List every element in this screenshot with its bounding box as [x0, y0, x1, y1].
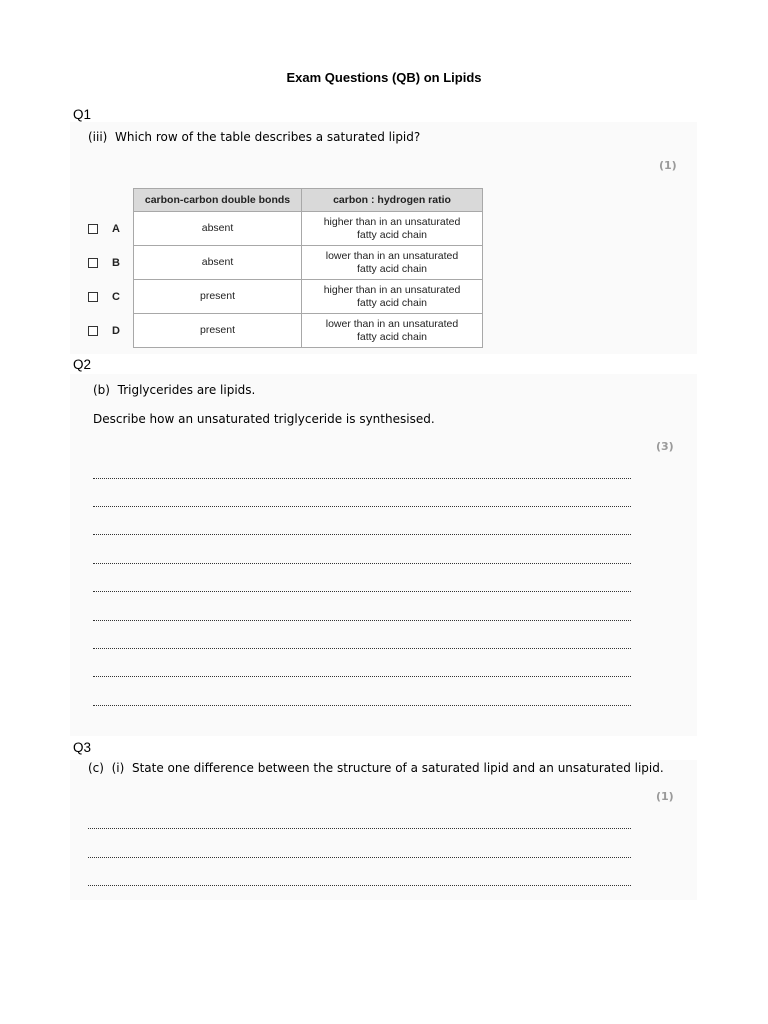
q1-answer-table: [133, 188, 483, 348]
q2-answer-line[interactable]: [93, 705, 631, 706]
table-cell-ratio: [302, 246, 483, 280]
q2-answer-line[interactable]: [93, 563, 631, 564]
table-row: [134, 280, 483, 314]
option-c-checkbox[interactable]: [88, 292, 98, 302]
q3-answer-line[interactable]: [88, 885, 631, 886]
q2-answer-line[interactable]: [93, 676, 631, 677]
table-row: [134, 212, 483, 246]
table-header-ratio: carbon : hydrogen ratio: [302, 189, 483, 212]
option-a[interactable]: [88, 222, 120, 236]
q2-answer-line[interactable]: [93, 478, 631, 479]
q3-panel: [70, 760, 697, 900]
table-header-row: [134, 189, 483, 212]
ratio-line: higher than in an unsaturated: [323, 215, 461, 228]
page-title: Exam Questions (QB) on Lipids: [286, 70, 482, 85]
q3-subpart-number: (i): [111, 761, 125, 775]
table-cell-bonds: present: [134, 280, 302, 314]
ratio-line: higher than in an unsaturated: [323, 283, 461, 296]
ratio-line: fatty acid chain: [356, 296, 428, 309]
table-cell-bonds: absent: [134, 212, 302, 246]
q2-statement: [93, 383, 255, 397]
q3-marks: (1): [656, 790, 674, 803]
q2-question: Describe how an unsaturated triglyceride is synthesised.: [93, 412, 435, 426]
q1-label: Q1: [73, 107, 92, 122]
q1-question: [88, 130, 420, 144]
q3-question: [88, 761, 664, 775]
q2-statement-text: Triglycerides are lipids.: [117, 383, 256, 397]
option-d-checkbox[interactable]: [88, 326, 98, 336]
q2-answer-line[interactable]: [93, 534, 631, 535]
option-b-checkbox[interactable]: [88, 258, 98, 268]
option-d-letter: D: [112, 325, 120, 337]
table-cell-ratio: [302, 314, 483, 348]
ratio-line: lower than in an unsaturated: [325, 317, 459, 330]
table-cell-bonds: absent: [134, 246, 302, 280]
q3-answer-line[interactable]: [88, 828, 631, 829]
option-d[interactable]: [88, 324, 120, 338]
q1-part-number: (iii): [88, 130, 108, 144]
option-b-letter: B: [112, 257, 120, 269]
q1-marks: (1): [659, 159, 677, 172]
q1-question-text: Which row of the table describes a saturated lipid?: [115, 130, 421, 144]
table-cell-bonds: present: [134, 314, 302, 348]
table-row: [134, 246, 483, 280]
q2-answer-line[interactable]: [93, 620, 631, 621]
q3-label: Q3: [73, 740, 92, 755]
table-header-bonds: carbon-carbon double bonds: [134, 189, 302, 212]
q2-answer-line[interactable]: [93, 591, 631, 592]
q2-part-number: (b): [93, 383, 110, 397]
ratio-line: fatty acid chain: [356, 262, 428, 275]
q2-answer-line[interactable]: [93, 648, 631, 649]
q3-answer-line[interactable]: [88, 857, 631, 858]
table-cell-ratio: [302, 280, 483, 314]
q3-part-number: (c): [88, 761, 104, 775]
option-c-letter: C: [112, 291, 120, 303]
ratio-line: fatty acid chain: [356, 330, 428, 343]
table-row: [134, 314, 483, 348]
ratio-line: lower than in an unsaturated: [325, 249, 459, 262]
q2-label: Q2: [73, 357, 92, 372]
q2-marks: (3): [656, 440, 674, 453]
option-b[interactable]: [88, 256, 120, 270]
q2-answer-line[interactable]: [93, 506, 631, 507]
option-a-checkbox[interactable]: [88, 224, 98, 234]
ratio-line: fatty acid chain: [356, 228, 428, 241]
q3-question-text: State one difference between the structure of a saturated lipid and an unsaturated lipid.: [131, 761, 664, 775]
option-c[interactable]: [88, 290, 120, 304]
q2-panel: [70, 374, 697, 736]
option-a-letter: A: [112, 223, 120, 235]
table-cell-ratio: [302, 212, 483, 246]
